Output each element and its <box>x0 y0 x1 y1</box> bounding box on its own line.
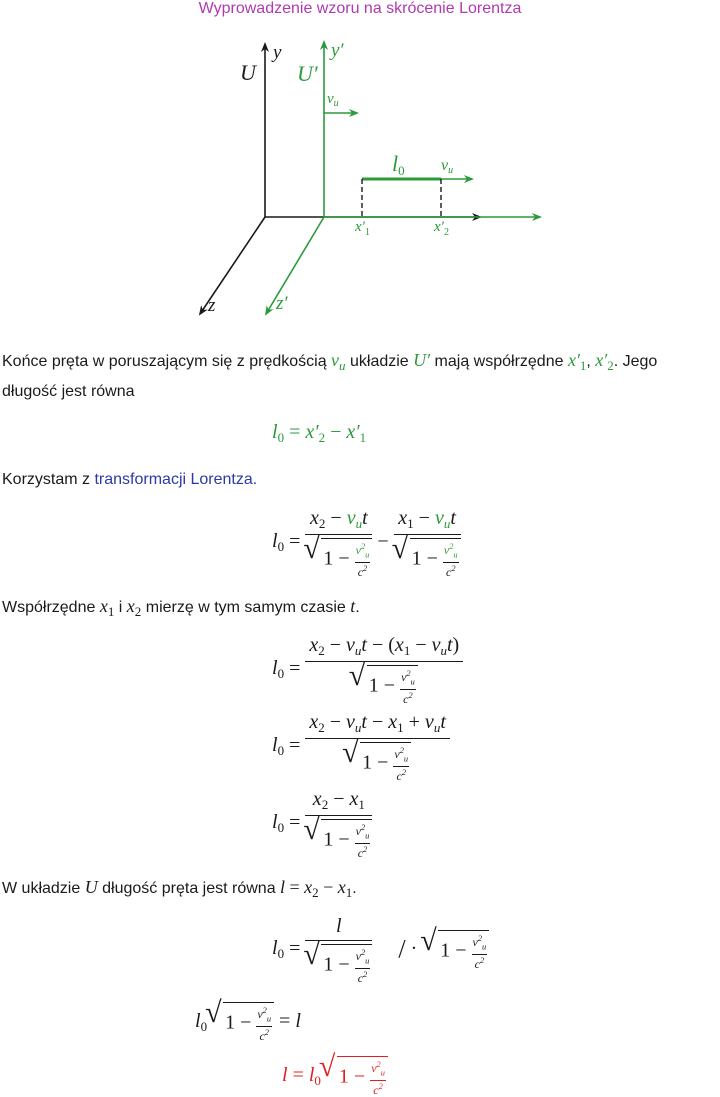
label-x2-prime: $x'_2$ <box>434 219 449 238</box>
equation-step-2: $l_0$ = $x_2 - v_ut - x_1 + v_ut$ √ 1 − $\frac{v^2_u}{c^2}$ <box>272 711 450 782</box>
z-prime-axis <box>266 217 324 314</box>
label-l0: $l_0$ <box>392 151 405 178</box>
label-frame-velocity: $v_u$ <box>327 91 339 109</box>
equation-step-1: $l_0$ = $x_2 - v_ut - (x_1 - v_ut)$ √ 1 − $\frac{v^2_u}{c^2}$ <box>272 634 463 705</box>
label-y: y <box>273 42 282 63</box>
paragraph-same-time: Współrzędne $x_1$ i $x_2$ mierzę w tym samym czasie t. <box>2 596 360 619</box>
label-z: z <box>208 295 216 316</box>
lorentz-transformation-link[interactable]: transformacji Lorentza <box>94 471 253 488</box>
equation-step-3: $l_0$ = $x_2 - x_1$ √ 1 − $\frac{v^2_u}{c^2}$ <box>272 788 372 859</box>
paragraph-lorentz: Korzystam z transformacji Lorentza. <box>2 471 258 488</box>
paragraph-frame-U: W układzie U długość pręta jest równa $l = x_2 - x_1$. <box>2 877 357 900</box>
page-title: Wyprowadzenie wzoru na skrócenie Lorentza <box>198 0 522 17</box>
reference-frames-diagram <box>0 0 720 330</box>
paragraph-rod-ends: Końce pręta w poruszającym się z prędkością $v_u$ układzie U′ mają współrzędne $x'_1$, $x'_2$. Jego długość jest równa <box>2 350 658 400</box>
equation-multiplied: $l_0√$ 1 − $\frac{v^2_u}{c^2} = l$ <box>195 1002 301 1042</box>
label-U-prime: U′ <box>297 61 318 86</box>
equation-l0-over-l: $l_0$ = l √ 1 − $\frac{v^2_u}{c^2}$ / · √ 1 − $\frac{v^2_u}{c^2}$ <box>272 915 489 984</box>
equation-lorentz-substitution: $l_0$ = $x_2 - v_ut$ √ 1 − $\frac{v^2_u}{c^2}$ − $x_1 - v_ut$ √ 1 − $\frac{v^2_u}{c^2}$ <box>272 507 461 578</box>
equation-l0-prime: $l_0 = x'_2 - x'_1$ <box>272 421 367 445</box>
label-U: U <box>240 60 256 85</box>
label-rod-velocity: $v_u$ <box>441 157 454 176</box>
label-z-prime: z′ <box>276 293 288 314</box>
equation-result: $l = l_0√$ 1 − $\frac{v^2_u}{c^2}$ <box>282 1056 388 1096</box>
label-y-prime: y′ <box>331 40 344 61</box>
label-x1-prime: $x'_1$ <box>355 219 370 238</box>
